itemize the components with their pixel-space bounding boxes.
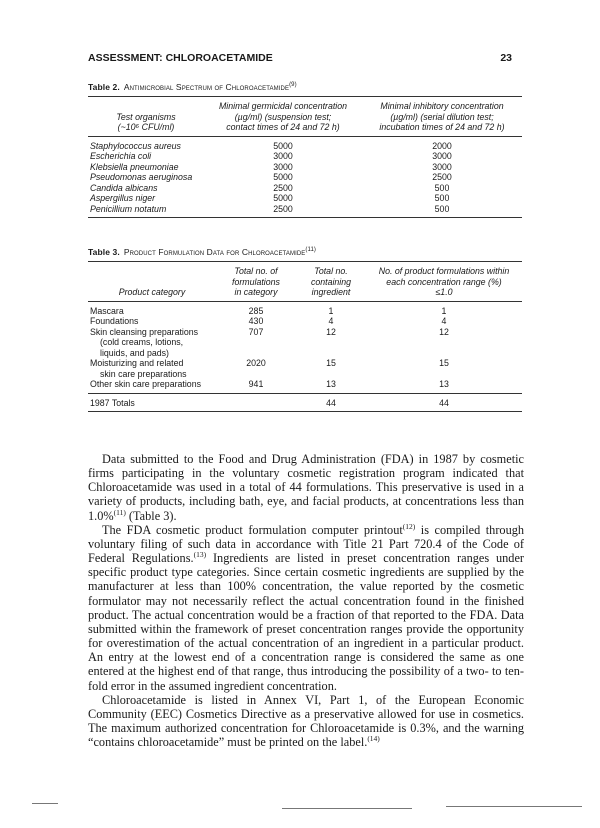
page-number: 23 [500, 52, 512, 64]
table3-caption [88, 247, 518, 257]
table3-header-range: No. of product formulations within each concentration range (%) ≤1.0 [366, 262, 522, 302]
table-row: Staphylococcus aureus 5000 2000 [90, 140, 452, 151]
table3-title: Product Formulation Data for Chloroacetamide [123, 247, 306, 257]
table2-caption [88, 82, 518, 92]
table-row: Foundations 430 4 4 [90, 316, 447, 326]
bottom-rule [282, 808, 412, 809]
table2 [88, 96, 522, 218]
table-row: Other skin care preparations 941 13 13 [88, 379, 522, 393]
table3-header-containing: Total no. containing ingredient [296, 262, 366, 302]
table3-ref: (11) [305, 247, 316, 254]
table2-header-germicidal: Minimal germicidal concentration (µg/ml) (suspension test; contact times of 24 and 72 h) [204, 97, 362, 137]
citation: (13) [193, 550, 207, 559]
table3-totals-row: 1987 Totals 44 44 [88, 393, 522, 412]
table3-header-row [88, 262, 522, 302]
table3-header-total: Total no. of formulations in category [216, 262, 296, 302]
table-row: Escherichia coli 3000 3000 [90, 151, 452, 161]
paragraph-2: The FDA cosmetic product formulation computer printout$^{(12)}$ is compiled through voluntary filing of such data in accordance with Title 21 Part 720.4 of the Code of Federal Regulations.$^{(13)}$ Ingredients are listed in preset concentration ranges under specific product type categories. Since certain cosmetic ingredients are supplied by the manufacturer at less than 100% concentration, the value reported by the cosmetic formulator may not necessarily reflect the actual concentration found in the finished product. The actual concentration would be a fraction of that reported to the FDA. Data submitted within the framework of preset concentration ranges provide the opportunity for overestimation of the actual concentration of an ingredient in a particular product. An entry at the lowest end of a concentration range is considered the same as one entered at the highest end of that range, thus introducing the possibility of a two- to ten-fold error in the assumed ingredient concentration. [88, 521, 525, 693]
header-title: ASSESSMENT: CHLOROACETAMIDE [88, 52, 273, 64]
bottom-rule [446, 806, 582, 807]
table3 [88, 261, 522, 412]
table2-label: Table 2. [88, 82, 120, 92]
table2-header-row [88, 97, 522, 137]
table-row: Pseudomonas aeruginosa 5000 2500 [90, 172, 452, 182]
paragraph-1: Data submitted to the Food and Drug Administration (FDA) in 1987 by cosmetic firms participating in the voluntary cosmetic registration program indicated that Chloroacetamide was used in a total of 44 formulations. This preservative is used in a variety of products, including bath, eye, and facial products, at concentrations less than 1.0%$^{(11)}$ (Table 3). [88, 452, 524, 523]
table-row: Skin cleansing preparations (cold creams, lotions, liquids, and pads) 707 12 12 [90, 326, 449, 358]
table2-header-inhibitory: Minimal inhibitory concentration (µg/ml) (serial dilution test; incubation times of 24 and 72 h) [362, 97, 522, 137]
body-text [88, 452, 524, 749]
table-row: Mascara 285 1 1 [90, 305, 447, 316]
table-row: Candida albicans 2500 500 [90, 182, 450, 193]
table2-ref: (9) [289, 82, 297, 89]
table3-label: Table 3. [88, 247, 120, 257]
table-row: Klebsiella pneumoniae 3000 3000 [90, 161, 452, 172]
citation: (14) [367, 734, 380, 744]
bottom-rule [32, 803, 58, 804]
table-row: Penicillium notatum 2500 500 [88, 204, 522, 218]
table3-header-category: Product category [88, 262, 216, 302]
running-header [88, 52, 512, 64]
citation: (11) [113, 507, 126, 517]
table-row: Aspergillus niger 5000 500 [90, 193, 450, 203]
table2-header-organisms: Test organisms (~10⁶ CFU/ml) [88, 97, 204, 137]
paragraph-3: Chloroacetamide is listed in Annex VI, Part 1, of the European Economic Community (EEC) Cosmetics Directive as a preservative allowed for use in cosmetics. The maximum authorized concentration for Chloroacetamide is 0.3%, and the warning “contains chloroacetamide” must be printed on the label.$^{(14)}$ [88, 692, 524, 750]
table2-title: Antimicrobial Spectrum of Chloroacetamide [123, 82, 290, 92]
table-row: Moisturizing and related skin care preparations 2020 15 15 [90, 358, 449, 379]
citation: (12) [402, 521, 416, 531]
